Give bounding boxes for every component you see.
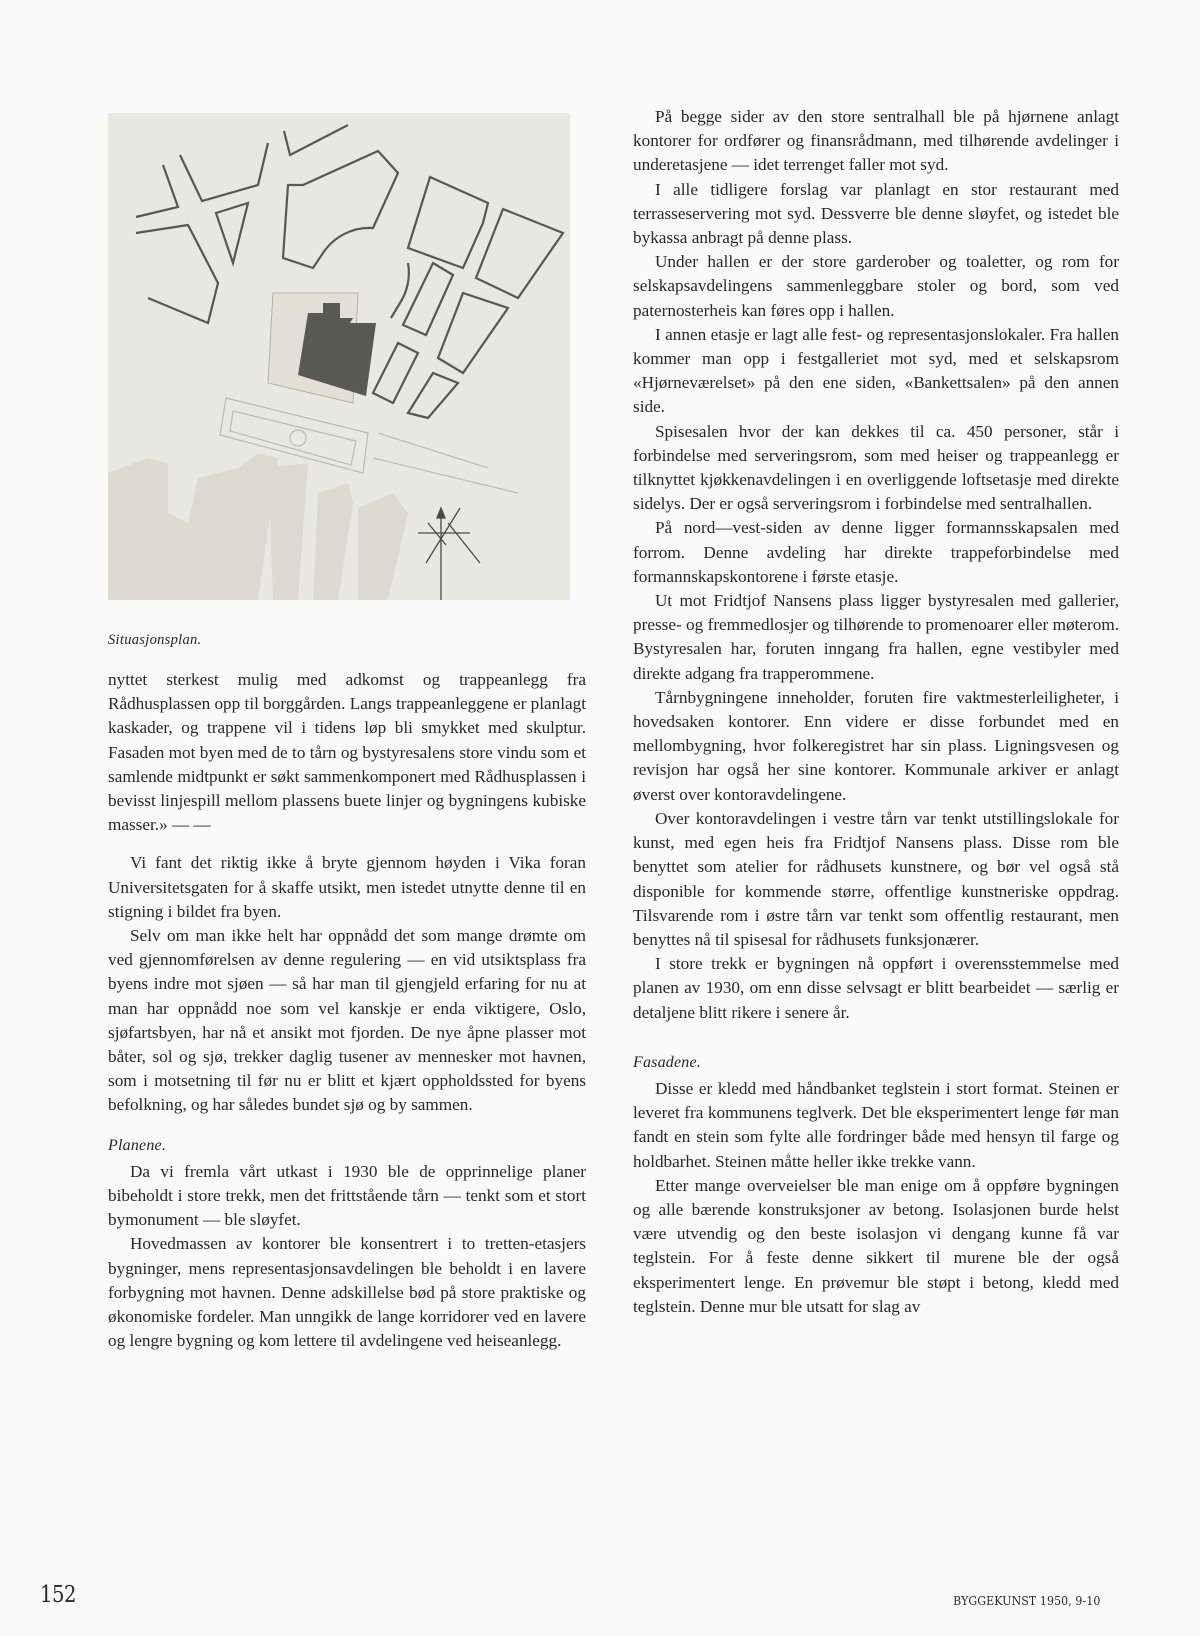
paragraph: Da vi fremla vårt utkast i 1930 ble de opprinnelige planer bibeholdt i store trekk, men det frittstående tårn — tenkt som et stort bymonument — ble sløyfet. <box>108 1161 586 1230</box>
publication-footer: BYGGEKUNST 1950, 9-10 <box>952 1593 1100 1608</box>
site-plan-figure <box>108 113 570 600</box>
paragraph: Vi fant det riktig ikke å bryte gjennom høyden i Vika foran Universitetsgaten for å skaffe utsikt, men istedet utnytte denne til en stigning i bildet fra byen. <box>108 853 586 921</box>
paragraph: Under hallen er der store garderober og toaletter, og rom for selskapsavdelingens sammenleggbare stoler og bord, som ved paternosterheis kan føres opp i hallen. <box>633 252 1119 320</box>
paragraph: I store trekk er bygningen nå oppført i overensstemmelse med planen av 1930, om enn disse selvsagt er blitt bearbeidet — særlig er detaljene blitt rikere i senere år. <box>633 954 1119 1022</box>
paragraph: På nord—vest-siden av denne ligger formannsskapsalen med forrom. Denne avdeling har direkte trappeforbindelse med formannskapskontorene i første etasje. <box>633 518 1119 586</box>
figure-caption: Situasjonsplan. <box>108 632 202 648</box>
site-plan-map <box>108 113 570 600</box>
paragraph: Tårnbygningene inneholder, foruten fire vaktmesterleiligheter, i hovedsaken kontorer. Enn videre er disse forbundet med en mellombygning, hvor folkeregistret har sin plass. Ligningsvesen og revisjon har også her sine kontorer. Kommunale arkiver er anlagt øverst over kontoravdelingene. <box>633 687 1119 804</box>
paragraph: nyttet sterkest mulig med adkomst og trappeanlegg fra Rådhusplassen opp til borggården. Langs trappeanleggene er planlagt kaskader, og trappene vil i tidens løp bli smykket med skulptur. Fasaden mot byen med de to tårn og bystyresalens store vindu som et samlende midtpunkt er søkt sammenkomponert med Rådhusplassen i bevisst linjespill mellom plassens buete linjer og bygningens kubiske masser.» — — <box>108 670 586 835</box>
right-column <box>633 105 1119 1319</box>
paragraph: I annen etasje er lagt alle fest- og representasjonslokaler. Fra hallen kommer man opp i festgalleriet mot syd, med et selskapsrom «Hjørneværelset» på den ene siden, «Bankettsalen» på den annen side. <box>633 324 1119 417</box>
paragraph: Spisesalen hvor der kan dekkes til ca. 450 personer, står i forbindelse med serveringsrom, som med heiser og trappeanlegg er tilknyttet kjøkkenavdelingen i en overliggende loftsetasje med direkte sidelys. Der er også serveringsrom i forbindelse med sentralhallen. <box>633 421 1119 514</box>
paragraph: Hovedmassen av kontorer ble konsentrert i to tretten-etasjers bygninger, mens representasjonsavdelingen ble beholdt i en lavere forbygning mot havnen. Denne adskillelse bød på store praktiske og økonomiske fordeler. Man unngikk de lange korridorer ved en lavere og lengre bygning og kom lettere til avdelingene ved heiseanlegg. <box>108 1234 586 1351</box>
paragraph: Etter mange overveielser ble man enige om å oppføre bygningen og alle bærende konstruksjoner av betong. Isolasjonen burde helst være utvendig og den beste isolasjon vi dengang kunne få var teglstein. For å feste denne sikkert til murene ble der også eksperimentert lenge. En prøvemur ble støpt i betong, kledd med teglstein. Denne mur ble utsatt for slag av <box>633 1175 1119 1316</box>
section-heading-fasadene: Fasadene. <box>633 1053 702 1071</box>
paragraph: Selv om man ikke helt har oppnådd det som mange drømte om ved gjennomførelsen av denne regulering — en vid utsiktsplass fra byens indre mot sjøen — så har man til gjengjeld erfaring for nu at man har oppnådd noe som vel kanskje er enda viktigere, Oslo, sjøfartsbyen, har nå et ansikt mot fjorden. De nye åpne plasser mot båter, sol og sjø, trekker daglig tusener av mennesker mot havnen, som i motsetning til før nu er blitt et kjært oppholdssted for byens befolkning, og har således bundet sjø og by sammen. <box>108 926 586 1115</box>
left-column <box>108 668 586 1353</box>
paragraph: Ut mot Fridtjof Nansens plass ligger bystyresalen med gallerier, presse- og fremmedlosjer og tilhørende to promenoarer eller møterom. Bystyresalen har, foruten inngang fra hallen, egne vestibyler med direkte adgang fra trapperommene. <box>633 591 1119 683</box>
paragraph: På begge sider av den store sentralhall ble på hjørnene anlagt kontorer for ordfører og finansrådmann, med tilhørende avdelinger i underetasjene — idet terrenget faller mot syd. <box>633 107 1119 175</box>
paragraph: I alle tidligere forslag var planlagt en stor restaurant med terrasseservering mot syd. Dessverre ble denne sløyfet, og istedet ble bykassa anbragt på denne plass. <box>633 179 1119 248</box>
paragraph: Over kontoravdelingen i vestre tårn var tenkt utstillingslokale for kunst, med egen heis fra Fridtjof Nansens plass. Disse rom ble benyttet som atelier for rådhusets kunstnere, og bør vel også stå disponible for kommende større, offentlige kunstneriske oppdrag. Tilsvarende rom i østre tårn var tenkt som offentlig restaurant, men benyttes nå til spisesal for rådhusets funksjonærer. <box>633 808 1119 949</box>
paragraph: Disse er kledd med håndbanket teglstein i stort format. Steinen er leveret fra kommunens teglverk. Det ble eksperimentert lenge før man fandt en stein som fylte alle fordringer både med hensyn til farge og holdbarhet. Steinen måtte heller ikke trekke vann. <box>633 1078 1119 1171</box>
section-heading-planene: Planene. <box>108 1136 167 1154</box>
page-number: 152 <box>40 1582 77 1608</box>
